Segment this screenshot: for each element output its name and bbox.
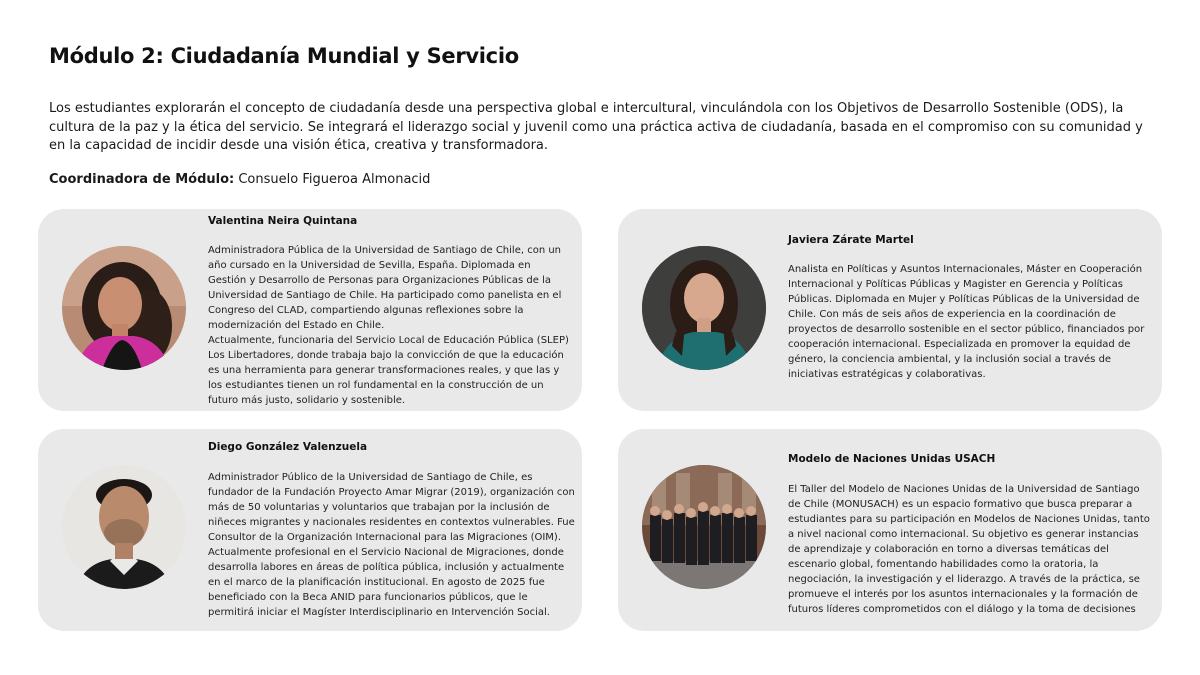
profile-card-diego — [38, 429, 582, 631]
card-bio: Administradora Pública de la Universidad de Santiago de Chile, con un año cursado en la Universidad de Sevilla, España. Diplomada en Gestión y Desarrollo de Personas para Organizaciones Públicas de la Universidad de Santiago de Chile. Ha participado como panelista en el Congreso del CLAD, compartiendo algunas reflexiones sobre la modernización del Estado en Chile. Actualmente, funcionaria del Servicio Local de Educación Pública (SLEP) Los Libertadores, donde trabaja bajo la convicción de que la educación es una herramienta para generar transformaciones reales, y que las y los estudiantes tienen un rol fundamental en la construcción de un futuro más justo, solidario y sostenible. — [208, 245, 569, 406]
avatar-diego — [62, 465, 186, 589]
avatar-valentina — [62, 246, 186, 370]
card-name: Javiera Zárate Martel — [788, 234, 914, 246]
coordinator-label: Coordinadora de Módulo: — [49, 172, 235, 187]
card-bio: El Taller del Modelo de Naciones Unidas de la Universidad de Santiago de Chile (MONUSACH) es un espacio formativo que busca preparar a estudiantes para su participación en Modelos de Naciones Unidas, tanto a nivel nacional como internacional. Su objetivo es generar instancias de aprendizaje y colaboración en torno a diversas temáticas del escenario global, fomentando habilidades como la oratoria, la negociación, la investigación y el liderazgo. A través de la práctica, se promueve el interés por los asuntos internacionales y la formación de futuros líderes comprometidos con el diálogo y la toma de decisiones — [788, 484, 1150, 615]
card-name: Diego González Valenzuela — [208, 441, 368, 453]
avatar-javiera — [642, 246, 766, 370]
card-bio: Analista en Políticas y Asuntos Internacionales, Máster en Cooperación Internacional y Políticas Públicas y Magister en Gerencia y Políticas Públicas. Diplomada en Mujer y Políticas Públicas de la Universidad de Chile. Con más de seis años de experiencia en la coordinación de proyectos de desarrollo sostenible en el sector público, financiados por cooperación internacional. Especializada en promover la equidad de género, la conciencia ambiental, y la inclusión social a través de iniciativas estratégicas y colaborativas. — [788, 264, 1145, 380]
module-title: Módulo 2: Ciudadanía Mundial y Servicio — [49, 44, 519, 68]
profile-card-valentina — [38, 209, 582, 411]
profile-card-monusach — [618, 429, 1162, 631]
module-intro: Los estudiantes explorarán el concepto de ciudadanía desde una perspectiva global e intercultural, vinculándola con los Objetivos de Desarrollo Sostenible (ODS), la cultura de la paz y la ética del servicio. Se integrará el liderazgo social y juvenil como una práctica activa de ciudadanía, basada en el compromiso con su comunidad y en la capacidad de incidir desde una visión ética, creativa y transformadora. — [49, 101, 1143, 153]
card-bio: Administrador Público de la Universidad de Santiago de Chile, es fundador de la Fundación Proyecto Amar Migrar (2019), organización con más de 50 voluntarias y voluntarios que trabajan por la inclusión de niñeces migrantes y nacionales residentes en contextos vulnerables. Fue Consultor de la Organización Internacional para las Migraciones (OIM). Actualmente profesional en el Servicio Nacional de Migraciones, donde desarrolla labores en áreas de política pública, inclusión y actualmente en el marco de la planificación institucional. En agosto de 2025 fue beneficiado con la Beca ANID para funcionarios públicos, que le permitirá iniciar el Magíster Interdisciplinario en Intervención Social. — [208, 472, 575, 618]
card-name: Valentina Neira Quintana — [208, 215, 358, 227]
coordinator-name: Consuelo Figueroa Almonacid — [238, 172, 431, 187]
coordinator-line — [49, 172, 430, 187]
profile-card-javiera — [618, 209, 1162, 411]
group-photo — [642, 465, 766, 589]
card-name: Modelo de Naciones Unidas USACH — [788, 453, 996, 465]
